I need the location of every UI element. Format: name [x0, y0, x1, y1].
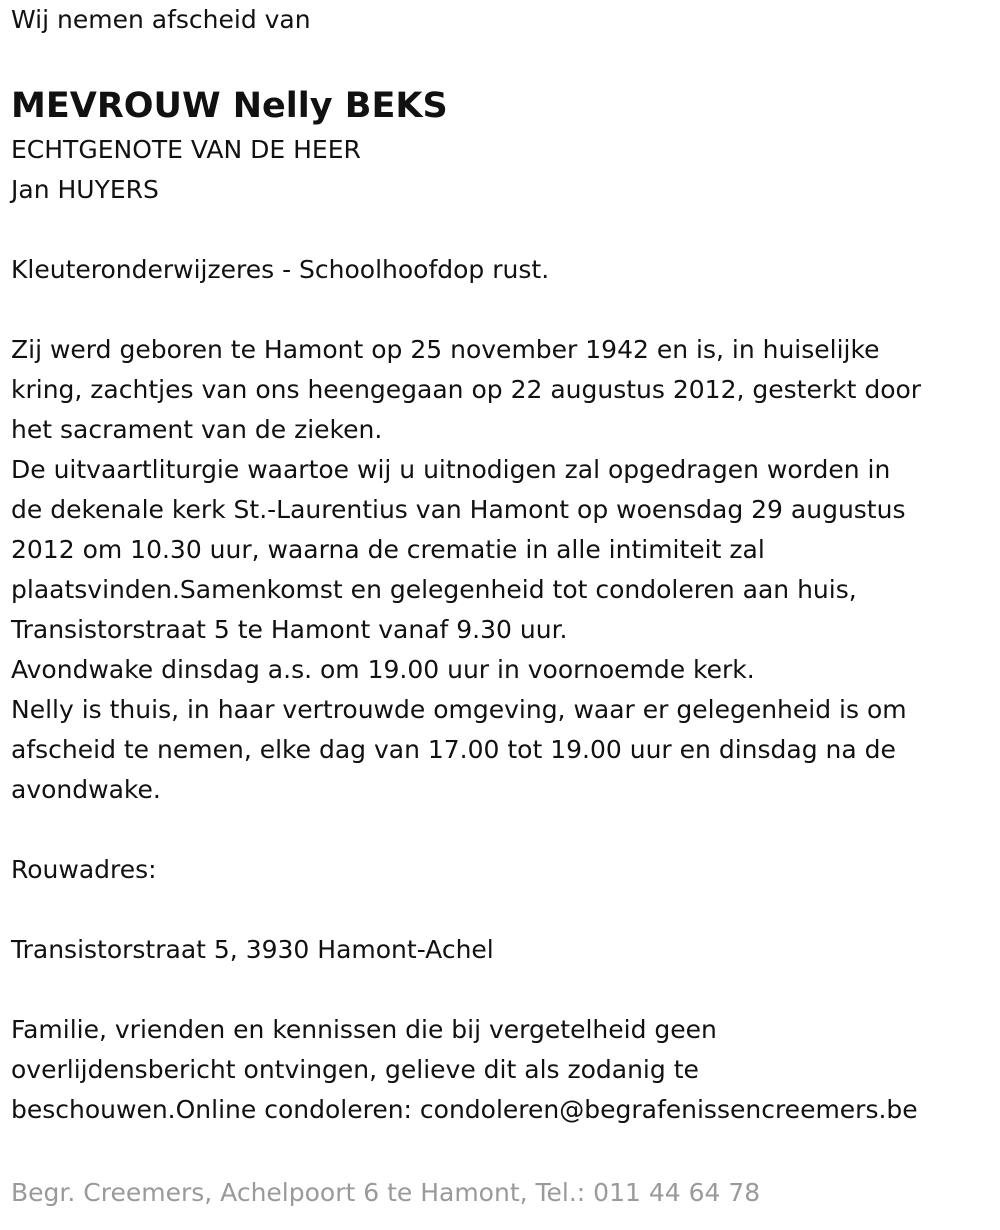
deceased-name: MEVROUW Nelly BEKS	[11, 86, 448, 126]
body-line: 2012 om 10.30 uur, waarna de crematie in alle intimiteit zal	[11, 535, 765, 564]
body-line: kring, zachtjes van ons heengegaan op 22 augustus 2012, gesterkt door	[11, 375, 922, 404]
death-notice	[11, 0, 991, 1130]
address-label: Rouwadres:	[11, 855, 157, 884]
intro-text: Wij nemen afscheid van	[11, 5, 311, 34]
body-line: Transistorstraat 5 te Hamont vanaf 9.30 uur.	[11, 615, 568, 644]
spacer	[11, 890, 991, 930]
body-line: plaatsvinden.Samenkomst en gelegenheid tot condoleren aan huis,	[11, 575, 857, 604]
profession-text: Kleuteronderwijzeres - Schoolhoofdop rust.	[11, 255, 550, 284]
spacer	[11, 970, 991, 1010]
funeral-home-footer: Begr. Creemers, Achelpoort 6 te Hamont, Tel.: 011 44 64 78	[11, 1178, 761, 1207]
body-line: Avondwake dinsdag a.s. om 19.00 uur in voornoemde kerk.	[11, 655, 755, 684]
announcement-body	[11, 330, 991, 810]
closing-line: beschouwen.Online condoleren: condoleren@begrafenissencreemers.be	[11, 1095, 918, 1124]
body-line: de dekenale kerk St.-Laurentius van Hamont op woensdag 29 augustus	[11, 495, 906, 524]
spouse-line-1: ECHTGENOTE VAN DE HEER	[11, 135, 361, 164]
spacer	[11, 210, 991, 250]
closing-line: overlijdensbericht ontvingen, gelieve dit als zodanig te	[11, 1055, 699, 1084]
body-line: het sacrament van de zieken.	[11, 415, 383, 444]
spacer	[11, 810, 991, 850]
closing-line: Familie, vrienden en kennissen die bij vergetelheid geen	[11, 1015, 717, 1044]
closing-paragraph	[11, 1010, 991, 1130]
body-line: avondwake.	[11, 775, 161, 804]
body-line: Nelly is thuis, in haar vertrouwde omgeving, waar er gelegenheid is om	[11, 695, 907, 724]
mourning-address: Transistorstraat 5, 3930 Hamont-Achel	[11, 935, 494, 964]
spacer	[11, 290, 991, 330]
body-line: De uitvaartliturgie waartoe wij u uitnodigen zal opgedragen worden in	[11, 455, 891, 484]
spouse-line-2: Jan HUYERS	[11, 175, 159, 204]
spacer	[11, 40, 991, 80]
body-line: Zij werd geboren te Hamont op 25 november 1942 en is, in huiselijke	[11, 335, 880, 364]
body-line: afscheid te nemen, elke dag van 17.00 tot 19.00 uur en dinsdag na de	[11, 735, 896, 764]
